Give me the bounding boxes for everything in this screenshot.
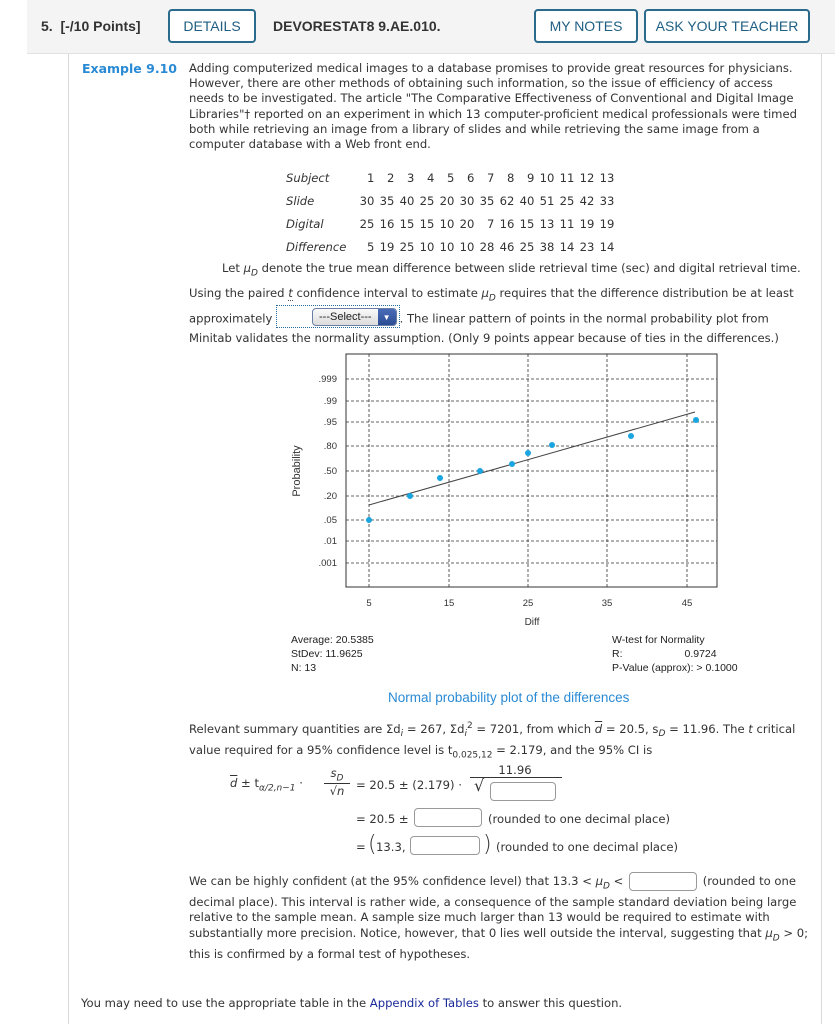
svg-text:.20: .20 [323,491,337,502]
cell: 15 [419,216,435,231]
cell: 25 [559,193,575,208]
cell: 7 [487,216,495,231]
cell: 40 [519,193,535,208]
cell: 19 [379,239,395,254]
y-axis-label: Probability [291,445,303,497]
ci-upper-bound-input[interactable] [410,836,480,855]
svg-text:15: 15 [443,598,455,609]
cell: 8 [507,170,515,185]
row-label: Subject [286,170,330,185]
svg-text:35: 35 [601,598,613,609]
rounding-note-2: (rounded to one decimal place) [496,840,679,854]
svg-text:.80: .80 [323,441,337,452]
row-label: Slide [286,193,315,208]
table-row-difference [284,235,616,258]
cell: 10 [459,239,475,254]
svg-text:45: 45 [681,598,693,609]
cell: 2 [387,170,395,185]
cell: 9 [527,170,535,185]
cell: 1 [367,170,375,185]
row-label: Difference [286,239,347,254]
cell: 13 [539,216,555,231]
cell: 46 [499,239,515,254]
cell: 7 [487,170,495,185]
my-notes-button[interactable]: MY NOTES [534,9,638,43]
chevron-down-icon[interactable]: ▼ [378,309,396,325]
ask-your-teacher-button[interactable]: ASK YOUR TEACHER [644,9,810,43]
cell: 40 [399,193,415,208]
table-row-slide [284,189,616,212]
svg-text:.05: .05 [323,515,337,526]
cell: 20 [459,216,475,231]
distribution-select-focus [276,305,400,329]
figure-caption: Normal probability plot of the differences [388,690,630,705]
cell: 28 [479,239,495,254]
ci-eq3-prefix: = [356,840,366,854]
conclusion-paragraph: We can be highly confident (at the 95% confidence level) that $13.3 < \mu_D$ < (rounded to one decimal place). This interval is rather wide, a consequence of the sample standard deviation being large relative to the sample mean. A sample size much larger than 13 would be required to estimate with substantially more precision. Notice, however, that 0 lies well outside the interval, suggesting that $\mu_D > 0$; this is confirmed by a formal test of hypotheses. [189,874,809,961]
cell: 4 [427,170,435,185]
data-table [284,166,616,258]
svg-text:.001: .001 [318,558,337,569]
cell: 3 [407,170,415,185]
cell: 62 [499,193,515,208]
cell: 35 [379,193,395,208]
cell: 5 [447,170,455,185]
cell: 42 [579,193,595,208]
sample-size-input[interactable] [490,782,556,801]
numerator-value: 11.96 [498,763,532,777]
distribution-select[interactable] [312,308,397,326]
margin-of-error-input[interactable] [414,808,482,827]
summary-paragraph: Relevant summary quantities are $\Sigma d_i = 267$, $\Sigma d_i^2 = 7201$, from which $\overline{d} = 20.5$, $s_D = 11.96$. The t critical value required for a 95% confidence level is $t_{0.025,12} = 2.179$, and the 95% CI is [189,721,796,760]
rounding-note-1: (rounded to one decimal place) [488,812,671,826]
cell: 51 [539,193,555,208]
sqrt-symbol: √ [474,776,485,795]
normal-probability-plot [280,345,730,635]
cell: 5 [367,239,375,254]
cell: 16 [379,216,395,231]
open-paren: ( [368,832,377,857]
cell: 10 [539,170,555,185]
cell: 15 [519,216,535,231]
cell: 10 [439,239,455,254]
cell: 25 [519,239,535,254]
cell: 10 [439,216,455,231]
cell: 25 [359,216,375,231]
cell: 33 [599,193,615,208]
cell: 25 [419,193,435,208]
cell: 38 [539,239,555,254]
cell: 30 [359,193,375,208]
cell: 25 [399,239,415,254]
cell: 13 [599,170,615,185]
problem-code: DEVORESTAT8 9.AE.010. [273,18,441,34]
conclusion-upper-input[interactable] [629,872,697,891]
x-axis-label: Diff [524,617,540,628]
cell: 23 [579,239,595,254]
details-button[interactable]: DETAILS [168,9,256,43]
cell: 14 [599,239,615,254]
question-header [27,0,835,54]
cell: 20 [439,193,455,208]
cell: 6 [467,170,475,185]
ci-eq1: = 20.5 ± (2.179) · [356,778,462,792]
select-value: ---Select--- [319,310,372,323]
svg-text:.99: .99 [323,396,337,407]
svg-text:.01: .01 [323,536,337,547]
plot-stats-right: W-test for Normality R: 0.9724 P-Value (approx): > 0.1000 [612,634,738,674]
plot-frame [346,354,717,587]
footer-note: You may need to use the appropriate table in the Appendix of Tables to answer this question. [81,996,623,1010]
cell: 35 [479,193,495,208]
normality-paragraph: Let $\mu_D$ denote the true mean difference between slide retrieval time (sec) and digital retrieval time. Using the paired t confidence interval to estimate $\mu_D$ requires that the difference distribution be at least approximately ---Select--- ▼ . The linear pattern of points in the normal probability plot from Minitab validates the normality assumption. (Only 9 points appear because of ties in the differences.) [189,261,801,345]
cell: 19 [599,216,615,231]
svg-text:25: 25 [522,598,534,609]
cell: 11 [559,216,575,231]
appendix-of-tables-link[interactable]: Appendix of Tables [369,996,479,1010]
cell: 16 [499,216,515,231]
sd-over-sqrt-n: $s_D$ √n [324,766,350,798]
y-tick-labels [319,374,338,569]
question-number-points: 5. [-/10 Points] [41,18,141,34]
table-row-subject [284,166,616,189]
example-intro: Adding computerized medical images to a database promises to provide great resources for physicians. However, there are other methods of obtaining such information, so the issue of efficiency of access needs to be investigated. The article "The Comparative Effectiveness of Conventional and Digital Image Libraries"† reported on an experiment in which 13 computer-proficient medical professionals were timed both while retrieving an image from a library of slides and while retrieving the same image from a computer database with a Web front end. [189,61,797,152]
ci-lower-bound: 13.3, [376,840,406,854]
cell: 15 [399,216,415,231]
svg-text:.95: .95 [323,417,337,428]
svg-text:.50: .50 [323,466,337,477]
close-paren: ) [483,832,492,857]
cell: 19 [579,216,595,231]
ci-formula-lhs: $\overline{d} \pm t_{\alpha/2,n-1}$ · [230,776,303,794]
svg-text:.999: .999 [318,374,337,385]
cell: 10 [419,239,435,254]
row-label: Digital [286,216,324,231]
example-label: Example 9.10 [82,61,177,76]
svg-text:5: 5 [366,598,372,609]
ci-eq2: = 20.5 ± [356,812,409,826]
x-tick-labels [366,598,692,609]
cell: 14 [559,239,575,254]
plot-stats-left: Average: 20.5385 StDev: 11.9625 N: 13 [291,634,374,674]
cell: 30 [459,193,475,208]
cell: 11 [559,170,575,185]
table-row-digital [284,212,616,235]
cell: 12 [579,170,595,185]
